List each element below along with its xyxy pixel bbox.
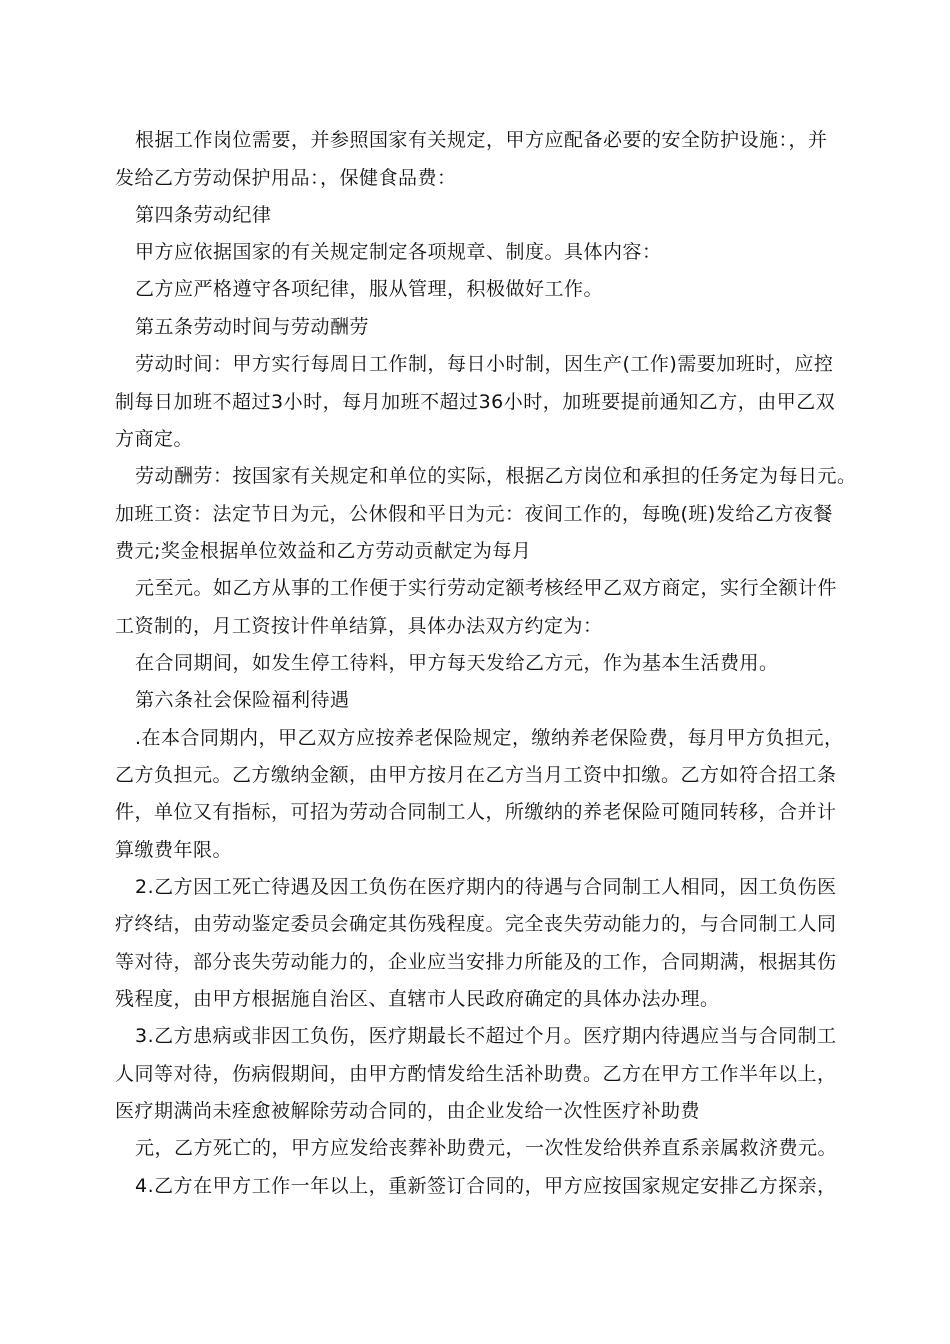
text-line: 医疗期满尚未痊愈被解除劳动合同的，由企业发给一次性医疗补助费 bbox=[115, 1100, 701, 1122]
text-line: 3.乙方患病或非因工负伤，医疗期最长不超过个月。医疗期内待遇应当与合同制工 bbox=[135, 1025, 837, 1047]
text-line: 等对待，部分丧失劳动能力的，企业应当安排力所能及的工作，合同期满，根据其伤 bbox=[115, 951, 837, 973]
text-line: 元，乙方死亡的，甲方应发给丧葬补助费元，一次性发给供养直系亲属救济费元。 bbox=[135, 1137, 838, 1159]
text-line: 残程度，由甲方根据施自治区、直辖市人民政府确定的具体办法办理。 bbox=[115, 988, 720, 1010]
text-line: 乙方应严格遵守各项纪律，服从管理，积极做好工作。 bbox=[135, 278, 604, 300]
text-line: .在本合同期内，甲乙双方应按养老保险规定，缴纳养老保险费，每月甲方负担元， bbox=[135, 727, 844, 749]
section-heading: 第四条劳动纪律 bbox=[135, 204, 272, 226]
text-line: 发给乙方劳动保护用品：，保健食品费： bbox=[115, 167, 457, 189]
section-heading: 第五条劳动时间与劳动酬劳 bbox=[135, 316, 370, 338]
text-line: 疗终结，由劳动鉴定委员会确定其伤残程度。完全丧失劳动能力的，与合同制工人同 bbox=[115, 913, 837, 935]
text-line: 元至元。如乙方从事的工作便于实行劳动定额考核经甲乙双方商定，实行全额计件 bbox=[135, 577, 838, 599]
text-line: 人同等对待，伤病假期间，由甲方酌情发给生活补助费。乙方在甲方工作半年以上， bbox=[115, 1063, 837, 1085]
text-line: 制每日加班不超过3小时，每月加班不超过36小时，加班要提前通知乙方，由甲乙双 bbox=[115, 391, 836, 413]
text-line: 劳动时间：甲方实行每周日工作制，每日小时制，因生产(工作)需要加班时，应控 bbox=[135, 353, 834, 375]
text-line: 费元;奖金根据单位效益和乙方劳动贡献定为每月 bbox=[115, 540, 532, 562]
text-line: 乙方负担元。乙方缴纳金额，由甲方按月在乙方当月工资中扣缴。乙方如符合招工条 bbox=[115, 764, 837, 786]
text-line: 劳动酬劳：按国家有关规定和单位的实际，根据乙方岗位和承担的任务定为每日元。 bbox=[135, 465, 857, 487]
text-line: 件，单位又有指标，可招为劳动合同制工人，所缴纳的养老保险可随同转移，合并计 bbox=[115, 801, 837, 823]
text-line: 算缴费年限。 bbox=[115, 839, 233, 861]
text-line: 甲方应依据国家的有关规定制定各项规章、制度。具体内容： bbox=[135, 241, 662, 263]
text-line: 2.乙方因工死亡待遇及因工负伤在医疗期内的待遇与合同制工人相同，因工负伤医 bbox=[135, 876, 837, 898]
text-line: 在合同期间，如发生停工待料，甲方每天发给乙方元，作为基本生活费用。 bbox=[135, 652, 779, 674]
text-line: 方商定。 bbox=[115, 428, 194, 450]
text-line: 4.乙方在甲方工作一年以上，重新签订合同的，甲方应按国家规定安排乙方探亲， bbox=[135, 1175, 837, 1197]
text-line: 工资制的，月工资按计件单结算，具体办法双方约定为： bbox=[115, 615, 603, 637]
text-line: 根据工作岗位需要，并参照国家有关规定，甲方应配备必要的安全防护设施：，并 bbox=[135, 129, 828, 151]
section-heading: 第六条社会保险福利待遇 bbox=[135, 689, 350, 711]
text-line: 加班工资：法定节日为元，公休假和平日为元：夜间工作的，每晚(班)发给乙方夜餐 bbox=[115, 503, 833, 525]
